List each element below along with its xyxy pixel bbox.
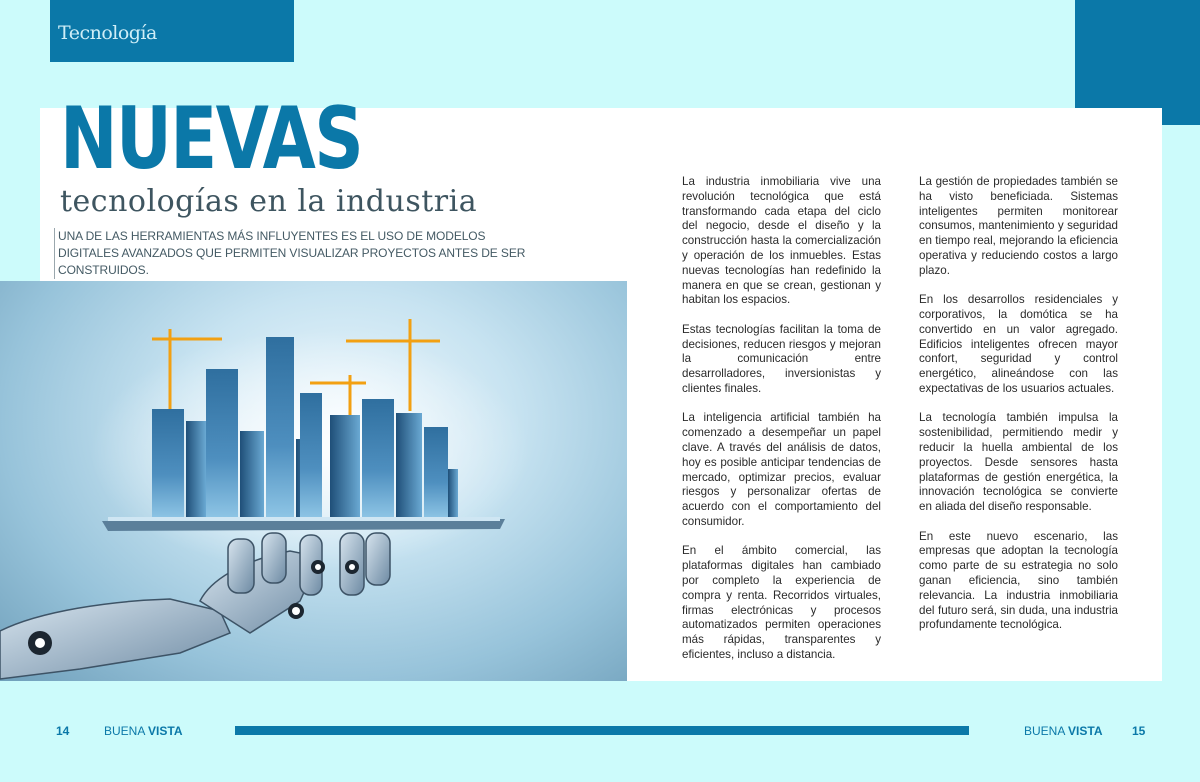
paragraph: En este nuevo escenario, las empresas que adoptan la tecnología como parte de su estrategia no solo ganan eficiencia, sino también relevancia. La industria inmobiliaria del futuro será, sin duda, una industria profundamente tecnológica.: [919, 529, 1118, 632]
footer-brand-left: [104, 724, 182, 738]
robot-hand-city-image: [0, 281, 627, 681]
page-number-left: 14: [56, 724, 70, 738]
page-number-right: 15: [1132, 724, 1146, 738]
section-tab: [50, 0, 294, 62]
lede-text: UNA DE LAS HERRAMIENTAS MÁS INFLUYENTES ES EL USO DE MODELOS DIGITALES AVANZADOS QUE PERMITEN VISUALIZAR PROYECTOS ANTES DE SER CONSTRUIDOS.: [54, 228, 528, 279]
footer-divider-bar: [235, 726, 969, 735]
robot-hand-city-illustration: [0, 281, 627, 681]
paragraph: En los desarrollos residenciales y corporativos, la domótica se ha convertido en un valor agregado. Edificios inteligentes ofrecen mayor confort, seguridad y control energético, alineándose con las expectativas de los usuarios actuales.: [919, 293, 1118, 395]
footer-brand-right: [1024, 724, 1102, 738]
paragraph: La inteligencia artificial también ha comenzado a desempeñar un papel clave. A través del análisis de datos, hoy es posible anticipar tendencias de mercado, optimizar precios, evaluar riesgos y personalizar ofertas de acuerdo con el comportamiento del consumidor.: [682, 411, 881, 528]
subheadline: tecnologías en la industria: [60, 184, 478, 219]
headline: NUEVAS: [60, 89, 363, 189]
paragraph: La tecnología también impulsa la sostenibilidad, permitiendo medir y reducir la huella ambiental de los proyectos. Desde sensores hasta plataformas de gestión energética, la innovación tecnológica se convierte en aliada del diseño responsable.: [919, 411, 1118, 514]
paragraph: La industria inmobiliaria vive una revolución tecnológica que está transformando cada etapa del ciclo del negocio, desde el diseño y la construcción hasta la comercialización y operación de los inmuebles. Estas nuevas tecnologías han redefinido la manera en que se crean, gestionan y habitan los espacios.: [682, 175, 881, 307]
corner-decoration: [1075, 0, 1200, 125]
article-column-right: [919, 175, 1118, 648]
brand-light: BUENA: [1024, 724, 1065, 738]
section-label: Tecnología: [58, 22, 157, 44]
brand-bold: VISTA: [1068, 724, 1103, 738]
brand-bold: VISTA: [148, 724, 183, 738]
brand-light: BUENA: [104, 724, 145, 738]
paragraph: En el ámbito comercial, las plataformas digitales han cambiado por completo la experiencia de compra y renta. Recorridos virtuales, firmas electrónicas y procesos automatizados permiten operaciones más rápidas, transparentes y eficientes, incluso a distancia.: [682, 544, 881, 661]
paragraph: La gestión de propiedades también se ha visto beneficiada. Sistemas inteligentes permiten monitorear consumos, mantenimiento y seguridad en tiempo real, mejorando la eficiencia operativa y reduciendo costos a largo plazo.: [919, 175, 1118, 277]
article-column-left: [682, 175, 881, 677]
paragraph: Estas tecnologías facilitan la toma de decisiones, reducen riesgos y mejoran la comunicación entre desarrolladores, inversionistas y clientes finales.: [682, 322, 881, 395]
